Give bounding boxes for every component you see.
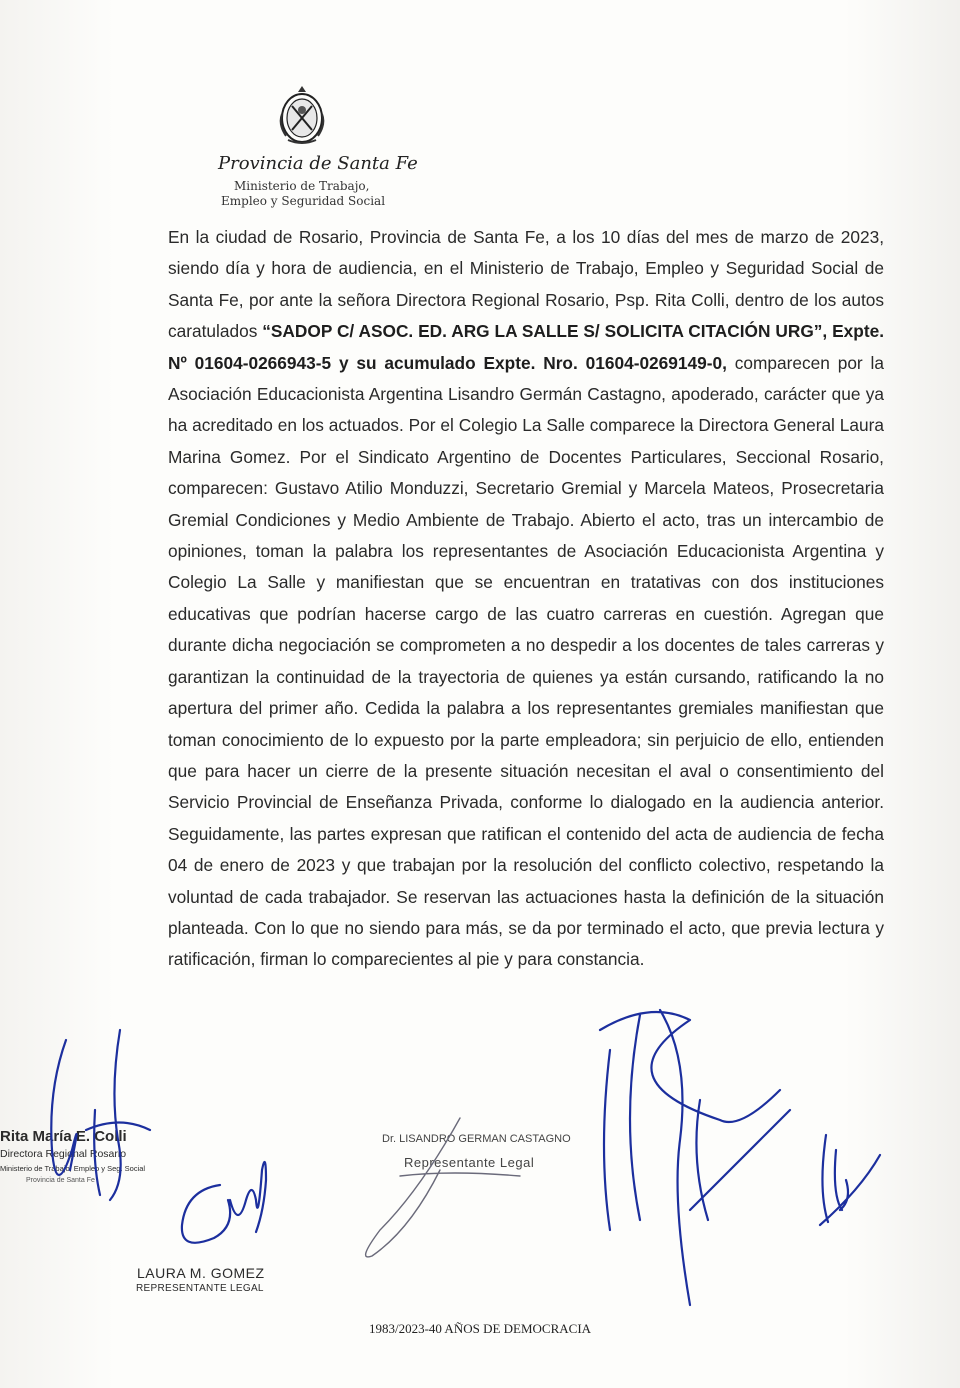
colli-stamp-name: Rita María E. Colli bbox=[0, 1128, 127, 1145]
castagno-stamp-name: Dr. LISANDRO GERMAN CASTAGNO bbox=[382, 1133, 571, 1145]
ministry-line-1: Ministerio de Trabajo, bbox=[234, 179, 370, 193]
provincial-crest-icon bbox=[276, 84, 328, 146]
castagno-stamp-role: Representante Legal bbox=[404, 1155, 535, 1170]
body-text-part-1: En la ciudad de Rosario, Provincia de Santa Fe, a los 10 días del mes de marzo de 2023, siendo día y hora de audiencia, en el Ministerio de Trabajo, Empleo y Seguridad Social de Santa Fe, por ante la señora Directora Regional Rosario, Psp. Rita Colli, dentro de los autos caratulados bbox=[168, 227, 884, 342]
ministry-line-2: Empleo y Seguridad Social bbox=[221, 194, 386, 208]
colli-stamp-role: Directora Regional Rosario bbox=[0, 1148, 127, 1160]
mateos-signature bbox=[820, 1135, 880, 1225]
colli-signature bbox=[51, 1030, 150, 1200]
colli-stamp-ministry: Ministerio de Trabajo, Empleo y Seg. Social bbox=[0, 1164, 146, 1173]
gomez-signature bbox=[182, 1162, 266, 1243]
gomez-stamp-role: REPRESENTANTE LEGAL bbox=[136, 1283, 264, 1294]
gomez-stamp-name: LAURA M. GOMEZ bbox=[137, 1265, 265, 1281]
body-text-part-2: comparecen por la Asociación Educacionista Argentina Lisandro Germán Castagno, apoderado, carácter que ya ha acreditado en los actuados. Por el Colegio La Salle comparece la Directora General Laura Marina Gomez. Por el Sindicato Argentino de Docentes Particulares, Seccional Rosario, comparecen: Gustavo Atilio Monduzzi, Secretario Gremial y Marcela Mateos, Prosecretaria Gremial Condiciones y Medio Ambiente de Trabajo. Abierto el acto, tras un intercambio de opiniones, toman la palabra los representantes de Asociación Educacionista Argentina y Colegio La Salle y manifiestan que se encuentran en tratativas con dos instituciones educativas que podrían hacerse cargo de las cuatro carreras en cuestión. Agregan que durante dicha negociación se comprometen a no despedir a los docentes de tales carreras y garantizan la continuidad de la trayectoria de quienes ya están cursando, ratificando la no apertura del primer año. Cedida la palabra a los representantes gremiales manifiestan que toman conocimiento de lo expuesto por la parte empleadora; sin perjuicio de ello, entienden que para hacer un cierre de la presente situación necesitan el aval o consentimiento del Servicio Provincial de Enseñanza Privada, conforme lo dialogado en la audiencia anterior. Seguidamente, las partes expresan que ratifican el contenido del acta de audiencia de fecha 04 de enero de 2023 y que trabajan por la resolución del conflicto colectivo, respetando la voluntad de cada trabajador. Se reservan las actuaciones hasta la definición de la situación planteada. Con lo que no siendo para más, se da por terminado el acto, que previa lectura y ratificación, firman lo comparecientes al pie y para constancia. bbox=[168, 352, 884, 970]
case-title: “SADOP C/ ASOC. ED. ARG LA SALLE S/ SOLICITA CITACIÓN URG”, Expte. Nº 01604-0266943-5 y su acumulado Expte. Nro. 01604-0269149-0, bbox=[168, 321, 885, 373]
monduzzi-signature bbox=[600, 1010, 790, 1305]
act-body-paragraph bbox=[168, 222, 884, 976]
colli-stamp-province: Provincia de Santa Fe bbox=[26, 1177, 95, 1184]
footer-motto: 1983/2023-40 AÑOS DE DEMOCRACIA bbox=[368, 1321, 592, 1336]
province-title: Provincia de Santa Fe bbox=[218, 153, 418, 174]
